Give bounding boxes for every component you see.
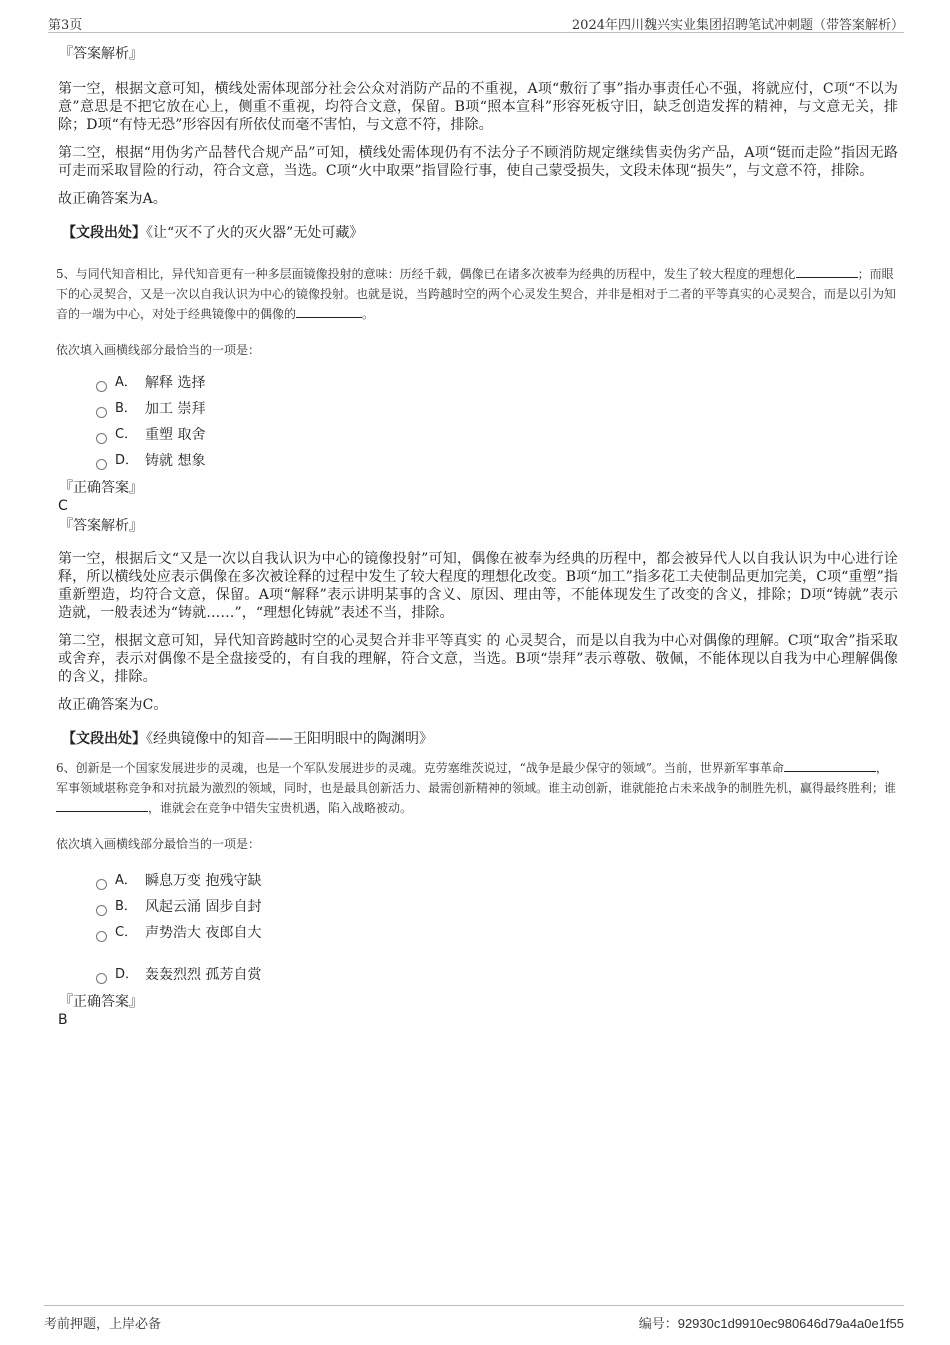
radio-button-icon[interactable] bbox=[96, 433, 107, 444]
option-a[interactable]: A． 解释 选择 bbox=[96, 370, 898, 396]
page-footer bbox=[44, 1305, 904, 1332]
analysis-paragraph: 第一空，根据后文“又是一次以自我认识为中心的镜像投射”可知，偶像在被奉为经典的历程中，都会被异代人以自我认识为中心进行诠释，所以横线处应表示偶像在多次被诠释的过程中发生了较大程度的理想化改变。B项“加工”指多花工夫使制品更加完美，C项“重塑”指重新塑造，均符合文意，保留。A项“解释”表示讲明某事的含义、原因、理由等，不能体现发生了改变的含义，排除；D项“铸就”表示造就，一般表述为“铸就……”，“理想化铸就”表述不当，排除。 bbox=[58, 551, 898, 621]
source-tag: 【文段出处】 bbox=[62, 731, 146, 747]
analysis-label: 『答案解析』 bbox=[59, 46, 143, 62]
answer-conclusion: 故正确答案为A。 bbox=[58, 191, 167, 207]
radio-button-icon[interactable] bbox=[96, 407, 107, 418]
source-tag: 【文段出处】 bbox=[62, 225, 146, 241]
option-c[interactable]: C． 声势浩大 夜郎自大 bbox=[96, 920, 898, 946]
document-title: 2024年四川魏兴实业集团招聘笔试冲刺题（带答案解析） bbox=[571, 18, 904, 33]
question-text: 6、创新是一个国家发展进步的灵魂，也是一个军队发展进步的灵魂。克劳塞维茨说过，“战争是最少保守的领域”。当前，世界新军事革命 ，军事领域堪称竞争和对抗最为激烈的领域，同时，也是最具创新活力、最需创新精神的领域。谁主动创新，谁就能抢占未来战争的制胜先机，赢得最终胜利；谁，谁就会在竞争中错失宝贵机遇，陷入战略被动。 bbox=[56, 761, 897, 815]
question-instruction: 依次填入画横线部分最恰当的一项是： bbox=[56, 837, 261, 851]
source-title: 《让“灭不了火的灭火器”无处可藏》 bbox=[146, 225, 364, 241]
analysis-label: 『答案解析』 bbox=[59, 518, 143, 534]
radio-button-icon[interactable] bbox=[96, 973, 107, 984]
correct-answer-label: 『正确答案』 bbox=[59, 994, 143, 1010]
analysis-paragraph: 第二空，根据“用伪劣产品替代合规产品”可知，横线处需体现仍有不法分子不顾消防规定继续售卖伪劣产品，A项“铤而走险”指因无路可走而采取冒险的行动，符合文意，当选。C项“火中取栗”指冒险行事，使自己蒙受损失，文段未体现“损失”，与文意不符，排除。 bbox=[58, 145, 898, 179]
fill-blank bbox=[796, 265, 858, 278]
option-b[interactable]: B． 风起云涌 固步自封 bbox=[96, 894, 898, 920]
option-c[interactable]: C． 重塑 取舍 bbox=[96, 422, 898, 448]
radio-button-icon[interactable] bbox=[96, 905, 107, 916]
radio-button-icon[interactable] bbox=[96, 459, 107, 470]
source-title: 《经典镜像中的知音——王阳明眼中的陶渊明》 bbox=[146, 731, 433, 747]
question-instruction: 依次填入画横线部分最恰当的一项是： bbox=[56, 343, 261, 357]
correct-answer-label: 『正确答案』 bbox=[59, 480, 143, 496]
radio-button-icon[interactable] bbox=[96, 879, 107, 890]
question-text: 5、与同代知音相比，异代知音更有一种多层面镜像投射的意味：历经千载，偶像已在诸多次被奉为经典的历程中，发生了较大程度的理想化 ；而眼下的心灵契合，又是一次以自我认识为中心的镜像投射。也就是说，当跨越时空的两个心灵发生契合，并非是相对于二者的平等真实的心灵契合，而是以引为知音的一端为中心，对处于经典镜像中的偶像的 。 bbox=[56, 267, 897, 321]
fill-blank bbox=[784, 759, 876, 772]
question-5 bbox=[56, 264, 898, 748]
option-d[interactable]: D． 铸就 想象 bbox=[96, 448, 898, 474]
question-6 bbox=[56, 758, 898, 1028]
option-a[interactable]: A． 瞬息万变 抱残守缺 bbox=[96, 868, 898, 894]
document-code: 编号：92930c1d9910ec980646d79a4a0e1f55 bbox=[638, 1316, 904, 1332]
option-d[interactable]: D． 轰轰烈烈 孤芳自赏 bbox=[96, 962, 898, 988]
radio-button-icon[interactable] bbox=[96, 381, 107, 392]
correct-answer-value: B bbox=[58, 1012, 68, 1028]
page-header bbox=[48, 12, 904, 33]
source-citation bbox=[56, 224, 898, 242]
fill-blank bbox=[296, 305, 362, 318]
analysis-paragraph: 第二空，根据文意可知，异代知音跨越时空的心灵契合并非平等真实 的 心灵契合，而是以自我为中心对偶像的理解。C项“取舍”指采取或舍弃，表示对偶像不是全盘接受的，有自我的理解，符合文意，当选。B项“崇拜”表示尊敬、敬佩，不能体现以自我为中心理解偶像的含义，排除。 bbox=[58, 633, 898, 685]
page-content bbox=[56, 44, 898, 1028]
page-number: 第3页 bbox=[48, 18, 83, 33]
footer-note: 考前押题，上岸必备 bbox=[44, 1317, 162, 1332]
question-4-analysis bbox=[56, 44, 898, 242]
radio-button-icon[interactable] bbox=[96, 931, 107, 942]
analysis-paragraph: 第一空，根据文意可知，横线处需体现部分社会公众对消防产品的不重视，A项“敷衍了事”指办事责任心不强，将就应付，C项“不以为意”意思是不把它放在心上，侧重不重视，均符合文意，保留。B项“照本宣科”形容死板守旧，缺乏创造发挥的精神，与文意无关，排除；D项“有恃无恐”形容因有所依仗而毫不害怕，与文意不符，排除。 bbox=[58, 81, 898, 133]
correct-answer-value: C bbox=[58, 498, 68, 514]
fill-blank bbox=[56, 799, 148, 812]
answer-conclusion: 故正确答案为C。 bbox=[58, 697, 168, 713]
option-b[interactable]: B． 加工 崇拜 bbox=[96, 396, 898, 422]
source-citation bbox=[56, 730, 898, 748]
option-list bbox=[56, 370, 898, 474]
option-list bbox=[56, 868, 898, 988]
